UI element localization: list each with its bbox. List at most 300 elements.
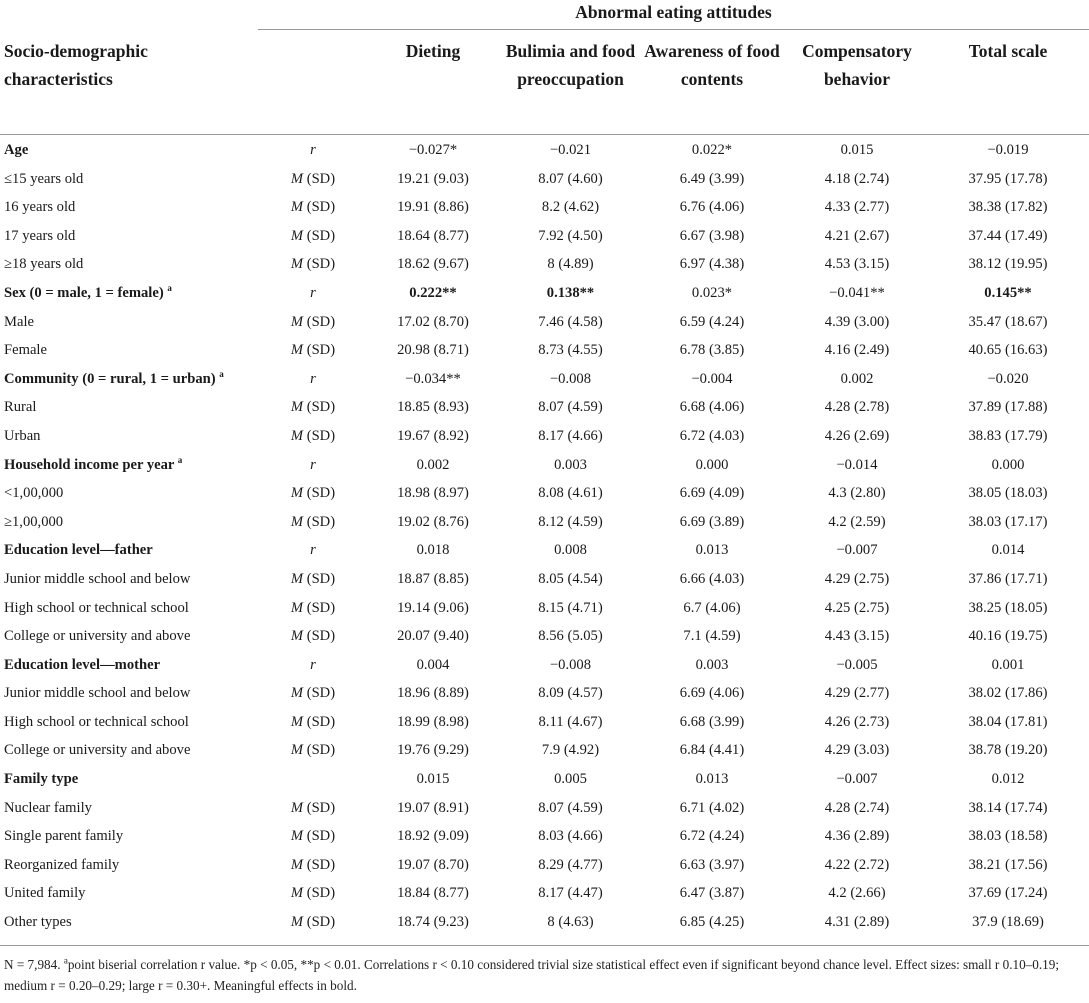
table-row bbox=[0, 193, 1089, 222]
cell-dieting: 0.018 bbox=[416, 542, 450, 559]
cell-compensatory: 4.25 (2.75) bbox=[824, 599, 890, 616]
stat-italic-m: M bbox=[290, 256, 304, 273]
cell-dieting: 18.98 (8.97) bbox=[397, 485, 469, 502]
cell-dieting: 19.21 (9.03) bbox=[397, 170, 469, 187]
row-label bbox=[4, 536, 153, 565]
row-label-text: Rural bbox=[4, 399, 37, 416]
stat-text: M (SD) bbox=[290, 199, 336, 216]
table-row bbox=[0, 565, 1089, 594]
cell-dieting: 18.96 (8.89) bbox=[397, 685, 469, 702]
table-row bbox=[0, 822, 1089, 851]
column-header-compensatory: Compensatory behavior bbox=[802, 41, 912, 89]
table-body bbox=[0, 135, 1089, 937]
row-label bbox=[4, 136, 28, 165]
stat-italic-m: M bbox=[290, 227, 304, 244]
cell-awareness: 6.63 (3.97) bbox=[679, 856, 745, 873]
cell-awareness: 0.013 bbox=[695, 542, 729, 559]
group-header-title: Abnormal eating attitudes bbox=[575, 2, 772, 22]
row-label-text: College or university and above bbox=[4, 742, 191, 759]
row-label bbox=[4, 908, 72, 937]
row-label-text: Education level—mother bbox=[4, 656, 161, 673]
stat-text: M (SD) bbox=[290, 485, 336, 502]
cell-awareness: 6.47 (3.87) bbox=[679, 885, 745, 902]
table-row bbox=[0, 222, 1089, 251]
cell-awareness: 6.97 (4.38) bbox=[679, 256, 745, 273]
table-row bbox=[0, 308, 1089, 337]
cell-bulimia: −0.021 bbox=[549, 142, 592, 158]
footnote-text: point biserial correlation r value. *p < 0.05, **p < 0.01. Correlations r < 0.10 considered trivial size statistical effect even if significant beyond chance level. Effect sizes: small r 0.10–0.19; medium r = 0.20–0.29; large r = 0.30+. Meaningful effects in bold. bbox=[4, 956, 1060, 993]
cell-dieting: 0.004 bbox=[416, 656, 450, 673]
cell-bulimia: 8.12 (4.59) bbox=[538, 513, 603, 530]
row-label-text: Reorganized family bbox=[4, 856, 120, 873]
cell-bulimia: 8.17 (4.47) bbox=[538, 885, 603, 902]
cell-awareness: 6.7 (4.06) bbox=[683, 599, 741, 616]
column-header-awareness: Awareness of food contents bbox=[644, 41, 780, 89]
row-label bbox=[4, 308, 34, 337]
cell-awareness: 6.59 (4.24) bbox=[679, 313, 745, 330]
cell-dieting: 18.84 (8.77) bbox=[397, 885, 469, 902]
row-statistic bbox=[258, 822, 368, 851]
row-label bbox=[4, 422, 40, 451]
stat-text: M (SD) bbox=[290, 885, 336, 902]
cell-bulimia: 7.92 (4.50) bbox=[538, 227, 603, 244]
row-label bbox=[4, 565, 190, 594]
table-row bbox=[0, 679, 1089, 708]
row-label bbox=[4, 651, 160, 680]
group-header-rule bbox=[258, 29, 1089, 30]
cell-compensatory: 4.28 (2.78) bbox=[824, 399, 890, 416]
row-statistic bbox=[258, 879, 368, 908]
row-label-text: ≤15 years old bbox=[4, 170, 84, 187]
row-statistic: r bbox=[310, 370, 316, 387]
section-row bbox=[0, 279, 1089, 308]
cell-awareness: 6.69 (4.06) bbox=[679, 685, 745, 702]
cell-compensatory: 4.29 (2.75) bbox=[824, 570, 890, 587]
cell-bulimia: 8.05 (4.54) bbox=[538, 570, 603, 587]
table-row bbox=[0, 594, 1089, 623]
row-statistic bbox=[258, 708, 368, 737]
cell-dieting: 19.91 (8.86) bbox=[397, 199, 469, 216]
row-statistic: r bbox=[310, 142, 316, 158]
table-row bbox=[0, 250, 1089, 279]
cell-total: 38.78 (19.20) bbox=[968, 742, 1048, 759]
cell-compensatory: 4.29 (3.03) bbox=[824, 742, 890, 759]
cell-compensatory: 0.002 bbox=[840, 370, 874, 387]
stat-italic-m: M bbox=[290, 313, 304, 330]
column-header-total: Total scale bbox=[968, 41, 1048, 61]
cell-bulimia: 8.08 (4.61) bbox=[538, 485, 603, 502]
table-group-header bbox=[0, 0, 1089, 32]
row-label-text: ≥18 years old bbox=[4, 256, 84, 273]
cell-bulimia: 8.11 (4.67) bbox=[538, 713, 603, 730]
stat-text: M (SD) bbox=[290, 628, 336, 645]
cell-dieting: 19.07 (8.70) bbox=[397, 856, 469, 873]
cell-awareness: 6.72 (4.03) bbox=[679, 427, 745, 444]
cell-bulimia: 0.003 bbox=[554, 456, 587, 473]
cell-awareness: 6.49 (3.99) bbox=[679, 170, 745, 187]
cell-compensatory: −0.007 bbox=[836, 771, 878, 788]
cell-total: −0.020 bbox=[987, 370, 1029, 387]
cell-total: 0.012 bbox=[991, 771, 1025, 788]
cell-dieting: 18.85 (8.93) bbox=[397, 399, 469, 416]
cell-total: 38.03 (17.17) bbox=[968, 513, 1048, 530]
row-statistic bbox=[258, 851, 368, 880]
cell-compensatory: 4.18 (2.74) bbox=[824, 170, 890, 187]
cell-awareness: 6.66 (4.03) bbox=[679, 570, 745, 587]
cell-total: 37.9 (18.69) bbox=[972, 914, 1044, 931]
table-row bbox=[0, 794, 1089, 823]
cell-bulimia: 8 (4.89) bbox=[547, 256, 594, 273]
cell-bulimia: 8.73 (4.55) bbox=[538, 342, 603, 359]
cell-compensatory: −0.014 bbox=[836, 456, 878, 473]
footnote-marker: a bbox=[63, 955, 68, 966]
stat-italic-m: M bbox=[290, 628, 304, 645]
row-label bbox=[4, 336, 47, 365]
stat-text: M (SD) bbox=[290, 799, 336, 816]
cell-total: 35.47 (18.67) bbox=[968, 313, 1048, 330]
cell-awareness: 0.022* bbox=[691, 142, 733, 158]
stat-text: M (SD) bbox=[290, 170, 336, 187]
cell-awareness: 6.76 (4.06) bbox=[679, 199, 745, 216]
cell-compensatory: 4.26 (2.69) bbox=[824, 427, 890, 444]
stat-text: M (SD) bbox=[290, 856, 336, 873]
cell-compensatory: 4.53 (3.15) bbox=[824, 256, 890, 273]
cell-bulimia: 7.46 (4.58) bbox=[538, 313, 603, 330]
row-label-text: Community (0 = rural, 1 = urban) bbox=[4, 370, 216, 387]
cell-total: 0.000 bbox=[991, 456, 1025, 473]
row-statistic bbox=[258, 594, 368, 623]
cell-bulimia: 8.17 (4.66) bbox=[538, 427, 603, 444]
cell-dieting: 19.76 (9.29) bbox=[397, 742, 469, 759]
cell-total: 38.04 (17.81) bbox=[968, 713, 1048, 730]
cell-compensatory: 4.2 (2.59) bbox=[828, 513, 886, 530]
row-label-text: High school or technical school bbox=[4, 599, 189, 616]
cell-compensatory: 4.28 (2.74) bbox=[824, 799, 890, 816]
row-label bbox=[4, 736, 190, 765]
section-row bbox=[0, 365, 1089, 394]
row-label-text: Education level—father bbox=[4, 542, 153, 559]
row-label bbox=[4, 451, 182, 480]
row-statistic bbox=[258, 479, 368, 508]
cell-compensatory: 4.3 (2.80) bbox=[828, 485, 886, 502]
row-statistic: r bbox=[310, 456, 316, 473]
stat-text: M (SD) bbox=[290, 914, 336, 931]
table-row bbox=[0, 708, 1089, 737]
row-label-text: Nuclear family bbox=[4, 799, 92, 816]
label-superscript: a bbox=[167, 283, 172, 294]
row-statistic: r bbox=[310, 542, 316, 559]
stat-italic-m: M bbox=[290, 485, 304, 502]
cell-awareness: 0.013 bbox=[695, 771, 729, 788]
stat-text: M (SD) bbox=[290, 399, 336, 416]
column-headers bbox=[0, 32, 1089, 132]
cell-awareness: 6.67 (3.98) bbox=[679, 227, 745, 244]
label-superscript: a bbox=[177, 454, 183, 465]
row-label bbox=[4, 393, 36, 422]
row-statistic bbox=[258, 193, 368, 222]
row-label bbox=[4, 851, 119, 880]
row-label bbox=[4, 679, 190, 708]
cell-awareness: −0.004 bbox=[691, 370, 733, 387]
stat-text: M (SD) bbox=[290, 256, 336, 273]
stat-text: M (SD) bbox=[290, 599, 336, 616]
table-footnote bbox=[0, 946, 1089, 996]
row-label-text: 16 years old bbox=[4, 199, 76, 216]
cell-bulimia: 8.07 (4.59) bbox=[538, 799, 603, 816]
row-label bbox=[4, 508, 63, 537]
cell-compensatory: 4.26 (2.73) bbox=[824, 713, 890, 730]
stat-italic-m: M bbox=[290, 570, 304, 587]
row-statistic bbox=[258, 165, 368, 194]
cell-dieting: 0.002 bbox=[416, 456, 450, 473]
cell-total: 38.12 (19.95) bbox=[968, 256, 1048, 273]
row-statistic bbox=[258, 794, 368, 823]
cell-awareness: 6.68 (3.99) bbox=[679, 713, 745, 730]
stat-text: M (SD) bbox=[290, 570, 336, 587]
table-row bbox=[0, 736, 1089, 765]
cell-compensatory: 4.43 (3.15) bbox=[824, 628, 890, 645]
row-label bbox=[4, 250, 83, 279]
stat-italic-m: M bbox=[290, 199, 304, 216]
row-label bbox=[4, 222, 75, 251]
cell-awareness: 6.85 (4.25) bbox=[679, 914, 745, 931]
cell-total: 38.14 (17.74) bbox=[968, 799, 1048, 816]
table-row bbox=[0, 622, 1089, 651]
row-statistic bbox=[258, 393, 368, 422]
cell-total: 38.83 (17.79) bbox=[968, 427, 1048, 444]
row-label-text: Household income per year bbox=[4, 456, 175, 473]
table-row bbox=[0, 908, 1089, 937]
column-header-characteristics: Socio-demographic characteristics bbox=[4, 41, 148, 89]
cell-bulimia: 8.07 (4.60) bbox=[538, 170, 603, 187]
stat-italic-m: M bbox=[290, 914, 304, 931]
row-label-text: Age bbox=[4, 142, 29, 158]
stat-italic-m: M bbox=[290, 170, 304, 187]
cell-awareness: 6.69 (4.09) bbox=[679, 485, 745, 502]
row-label-text: College or university and above bbox=[4, 628, 191, 645]
cell-total: 38.03 (18.58) bbox=[968, 828, 1048, 845]
row-label bbox=[4, 365, 224, 394]
row-label-text: Sex (0 = male, 1 = female) bbox=[4, 284, 164, 301]
cell-dieting: 0.015 bbox=[416, 771, 450, 788]
stat-italic-m: M bbox=[290, 856, 304, 873]
cell-compensatory: 4.2 (2.66) bbox=[828, 885, 886, 902]
cell-bulimia: 0.138** bbox=[546, 284, 595, 301]
row-label-text: Junior middle school and below bbox=[4, 570, 191, 587]
row-label bbox=[4, 822, 123, 851]
row-label-text: Family type bbox=[4, 771, 79, 788]
cell-bulimia: 7.9 (4.92) bbox=[541, 742, 600, 759]
row-label bbox=[4, 279, 172, 308]
cell-compensatory: 4.39 (3.00) bbox=[824, 313, 890, 330]
cell-dieting: 19.02 (8.76) bbox=[397, 513, 469, 530]
stat-italic-m: M bbox=[290, 342, 304, 359]
cell-compensatory: −0.041** bbox=[829, 284, 885, 301]
row-statistic bbox=[258, 622, 368, 651]
label-superscript: a bbox=[219, 368, 224, 379]
row-label-text: United family bbox=[4, 885, 86, 902]
row-label-text: High school or technical school bbox=[4, 713, 189, 730]
row-label bbox=[4, 479, 63, 508]
cell-total: 38.05 (18.03) bbox=[968, 485, 1048, 502]
stat-italic-m: M bbox=[290, 799, 304, 816]
table-row bbox=[0, 422, 1089, 451]
cell-bulimia: 0.008 bbox=[554, 542, 587, 559]
row-statistic: r bbox=[310, 284, 316, 301]
cell-dieting: 18.74 (9.23) bbox=[397, 914, 469, 931]
cell-total: 38.25 (18.05) bbox=[968, 599, 1048, 616]
stat-italic-m: M bbox=[290, 513, 304, 530]
stat-text: M (SD) bbox=[290, 685, 336, 702]
cell-bulimia: −0.008 bbox=[549, 370, 592, 387]
cell-total: 37.69 (17.24) bbox=[968, 885, 1048, 902]
table-row bbox=[0, 879, 1089, 908]
cell-bulimia: 8.07 (4.59) bbox=[538, 399, 603, 416]
row-label-text: Urban bbox=[4, 427, 41, 444]
cell-compensatory: −0.007 bbox=[836, 542, 878, 559]
cell-dieting: −0.027* bbox=[408, 142, 458, 158]
row-statistic bbox=[258, 908, 368, 937]
cell-dieting: 18.92 (9.09) bbox=[397, 828, 469, 845]
cell-total: 40.16 (19.75) bbox=[968, 628, 1048, 645]
cell-dieting: 18.99 (8.98) bbox=[397, 713, 469, 730]
cell-total: 0.001 bbox=[991, 656, 1025, 673]
cell-bulimia: −0.008 bbox=[549, 656, 592, 673]
cell-awareness: 6.68 (4.06) bbox=[679, 399, 745, 416]
table-row bbox=[0, 479, 1089, 508]
row-label-text: ≥1,00,000 bbox=[4, 513, 64, 530]
stat-text: M (SD) bbox=[290, 313, 336, 330]
stat-text: M (SD) bbox=[290, 828, 336, 845]
table-row bbox=[0, 165, 1089, 194]
stat-text: M (SD) bbox=[290, 713, 336, 730]
cell-total: −0.019 bbox=[987, 142, 1029, 158]
row-label bbox=[4, 622, 190, 651]
cell-dieting: 19.07 (8.91) bbox=[397, 799, 469, 816]
cell-awareness: 6.71 (4.02) bbox=[679, 799, 745, 816]
section-row bbox=[0, 651, 1089, 680]
row-label bbox=[4, 879, 85, 908]
cell-bulimia: 8.56 (5.05) bbox=[538, 628, 603, 645]
stat-italic-m: M bbox=[290, 828, 304, 845]
row-label bbox=[4, 765, 78, 794]
column-header-bulimia: Bulimia and food preoccupation bbox=[505, 41, 636, 89]
cell-bulimia: 8.03 (4.66) bbox=[538, 828, 603, 845]
cell-awareness: 0.000 bbox=[695, 456, 729, 473]
cell-awareness: 6.84 (4.41) bbox=[679, 742, 745, 759]
table-row bbox=[0, 336, 1089, 365]
cell-dieting: 20.98 (8.71) bbox=[397, 342, 469, 359]
row-statistic bbox=[258, 422, 368, 451]
section-row bbox=[0, 136, 1089, 165]
row-label-text: Junior middle school and below bbox=[4, 685, 191, 702]
row-statistic bbox=[258, 565, 368, 594]
row-label-text: Single parent family bbox=[4, 828, 124, 845]
cell-awareness: 6.72 (4.24) bbox=[679, 828, 745, 845]
cell-bulimia: 8.29 (4.77) bbox=[538, 856, 603, 873]
cell-total: 37.89 (17.88) bbox=[968, 399, 1048, 416]
row-statistic bbox=[258, 736, 368, 765]
stat-text: M (SD) bbox=[290, 227, 336, 244]
row-label-text: Female bbox=[4, 342, 47, 359]
cell-compensatory: 4.21 (2.67) bbox=[824, 227, 890, 244]
cell-compensatory: 4.36 (2.89) bbox=[824, 828, 890, 845]
table-row bbox=[0, 508, 1089, 537]
cell-dieting: 0.222** bbox=[409, 284, 457, 301]
cell-total: 0.145** bbox=[984, 284, 1032, 301]
cell-total: 40.65 (16.63) bbox=[968, 342, 1048, 359]
table-row bbox=[0, 393, 1089, 422]
row-statistic bbox=[258, 308, 368, 337]
cell-awareness: 0.003 bbox=[695, 656, 729, 673]
stat-italic-m: M bbox=[290, 742, 304, 759]
cell-dieting: 18.64 (8.77) bbox=[397, 227, 469, 244]
cell-compensatory: 4.31 (2.89) bbox=[824, 914, 890, 931]
column-header-dieting: Dieting bbox=[405, 41, 461, 61]
cell-compensatory: 4.22 (2.72) bbox=[824, 856, 890, 873]
cell-bulimia: 8 (4.63) bbox=[547, 914, 594, 931]
row-label bbox=[4, 794, 92, 823]
stat-italic-m: M bbox=[290, 713, 304, 730]
cell-bulimia: 8.15 (4.71) bbox=[538, 599, 603, 616]
row-label bbox=[4, 594, 189, 623]
row-statistic bbox=[258, 679, 368, 708]
row-statistic bbox=[258, 222, 368, 251]
row-label bbox=[4, 708, 189, 737]
cell-awareness: 0.023* bbox=[691, 284, 733, 301]
stat-text: M (SD) bbox=[290, 513, 336, 530]
row-label-text: Other types bbox=[4, 914, 72, 931]
cell-total: 37.44 (17.49) bbox=[968, 227, 1048, 244]
stat-text: M (SD) bbox=[290, 427, 336, 444]
cell-total: 37.95 (17.78) bbox=[968, 170, 1048, 187]
row-label-text: Male bbox=[4, 313, 34, 330]
stat-italic-m: M bbox=[290, 885, 304, 902]
table-row bbox=[0, 851, 1089, 880]
stat-text: M (SD) bbox=[290, 342, 336, 359]
cell-dieting: 19.67 (8.92) bbox=[397, 427, 469, 444]
cell-total: 37.86 (17.71) bbox=[968, 570, 1048, 587]
cell-compensatory: 0.015 bbox=[840, 142, 874, 158]
cell-awareness: 6.78 (3.85) bbox=[679, 342, 745, 359]
cell-awareness: 7.1 (4.59) bbox=[683, 628, 741, 645]
stat-italic-m: M bbox=[290, 599, 304, 616]
row-statistic bbox=[258, 508, 368, 537]
cell-total: 38.02 (17.86) bbox=[968, 685, 1048, 702]
stat-text: M (SD) bbox=[290, 742, 336, 759]
cell-dieting: 20.07 (9.40) bbox=[397, 628, 469, 645]
row-statistic bbox=[258, 250, 368, 279]
cell-bulimia: 8.2 (4.62) bbox=[541, 199, 600, 216]
cell-dieting: 19.14 (9.06) bbox=[397, 599, 469, 616]
cell-compensatory: 4.16 (2.49) bbox=[824, 342, 890, 359]
row-label bbox=[4, 193, 75, 222]
cell-total: 38.38 (17.82) bbox=[968, 199, 1048, 216]
section-row bbox=[0, 451, 1089, 480]
cell-compensatory: −0.005 bbox=[836, 656, 878, 673]
stat-italic-m: M bbox=[290, 427, 304, 444]
cell-bulimia: 0.005 bbox=[554, 771, 587, 788]
cell-compensatory: 4.33 (2.77) bbox=[824, 199, 890, 216]
row-label bbox=[4, 165, 83, 194]
row-label-text: <1,00,000 bbox=[4, 485, 64, 502]
stat-italic-m: M bbox=[290, 399, 304, 416]
row-statistic bbox=[258, 336, 368, 365]
stat-italic-m: M bbox=[290, 685, 304, 702]
cell-awareness: 6.69 (3.89) bbox=[679, 513, 745, 530]
section-row bbox=[0, 536, 1089, 565]
cell-dieting: −0.034** bbox=[405, 370, 461, 387]
